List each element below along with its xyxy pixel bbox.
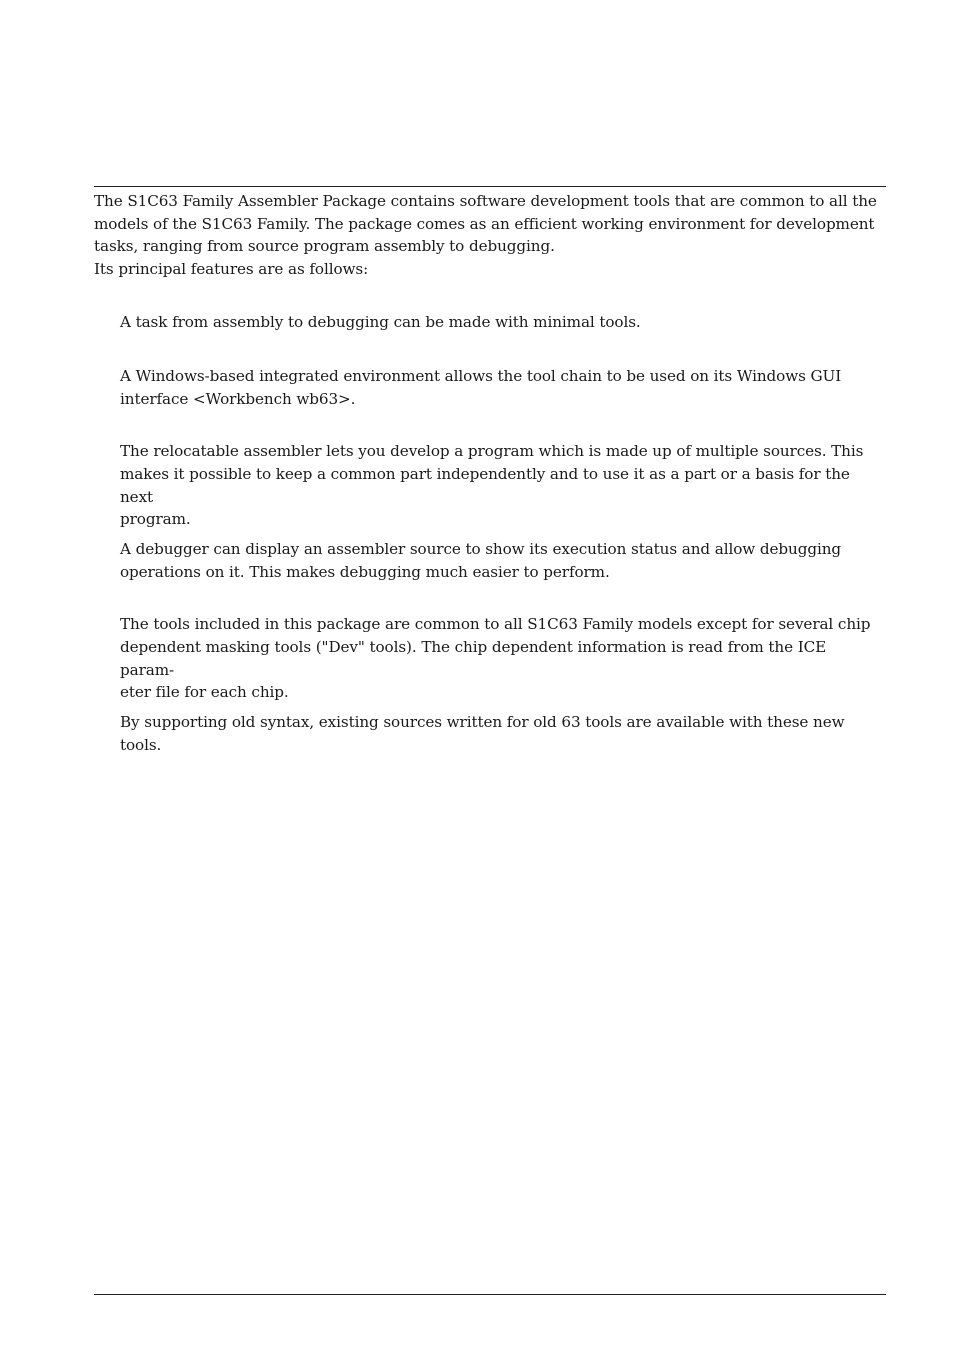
feature-line: makes it possible to keep a common part independently and to use it as a part or a basis for the next [120,464,850,506]
feature-line: By supporting old syntax, existing sources written for old 63 tools are available with these new tools. [120,713,845,754]
feature-line: dependent masking tools ("Dev" tools). The chip dependent information is read from the ICE param- [120,637,827,679]
feature-line: operations on it. This makes debugging much easier to perform. [120,562,610,581]
feature-item-minimal-tools [120,311,882,334]
feature-line: The relocatable assembler lets you develop a program which is made up of multiple sources. This [120,442,864,460]
footer-rule [94,1294,886,1295]
feature-line: program. [120,510,191,529]
intro-line: Its principal features are as follows: [94,259,369,278]
feature-item-common-tools [120,613,882,704]
intro-paragraph [94,190,884,280]
intro-line: models of the S1C63 Family. The package comes as an efficient working environment for development [94,214,875,233]
intro-line: tasks, ranging from source program assembly to debugging. [94,237,555,255]
feature-line: interface <Workbench wb63>. [120,389,356,408]
feature-line: A debugger can display an assembler source to show its execution status and allow debugging [120,540,842,558]
feature-line: eter file for each chip. [120,683,289,702]
intro-line: The S1C63 Family Assembler Package contains software development tools that are common to all the [94,192,877,210]
header-rule [94,186,886,187]
feature-item-windows-gui [120,365,882,411]
feature-item-relocatable-assembler [120,440,882,531]
feature-line: A task from assembly to debugging can be made with minimal tools. [120,313,641,331]
feature-item-old-syntax [120,711,882,757]
feature-item-source-debugger [120,538,882,584]
feature-line: A Windows-based integrated environment allows the tool chain to be used on its Windows GUI [120,367,842,385]
feature-line: The tools included in this package are common to all S1C63 Family models except for several chip [120,615,871,633]
